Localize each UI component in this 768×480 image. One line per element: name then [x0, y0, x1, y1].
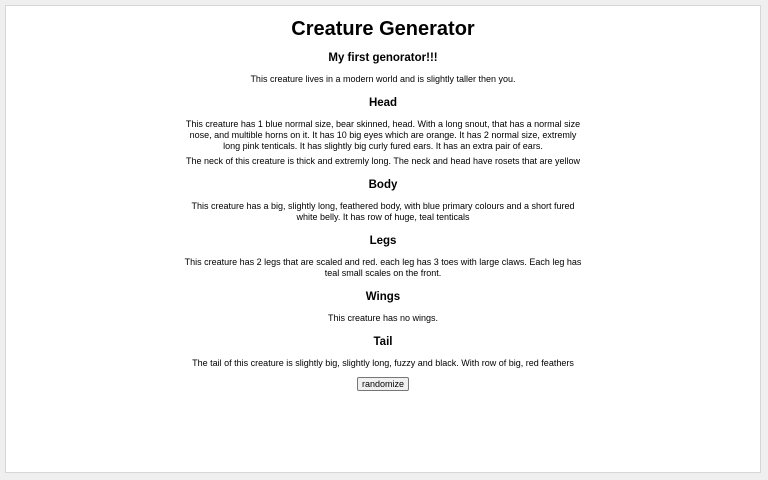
page-subtitle: My first genorator!!!: [328, 52, 438, 64]
wings-heading: Wings: [365, 291, 401, 303]
body-heading: Body: [368, 179, 398, 191]
legs-description: This creature has 2 legs that are scaled and red. each leg has 3 toes with large claws. Each leg has teal small scales on the front.: [184, 257, 582, 278]
intro-text: This creature lives in a modern world and is slightly taller then you.: [250, 74, 516, 84]
neck-description: The neck of this creature is thick and extremly long. The neck and head have rosets that are yellow: [185, 156, 581, 166]
head-description: This creature has 1 blue normal size, bear skinned, head. With a long snout, that has a normal size nose, and multible horns on it. It has 10 big eyes which are orange. It has 2 normal size, extremly long pink tenticals. It has slightly big curly fured ears. It has an extra pair of ears.: [185, 119, 581, 151]
randomize-button[interactable]: randomize: [357, 377, 409, 391]
page-title: Creature Generator: [291, 18, 475, 40]
head-heading: Head: [368, 97, 398, 109]
page-frame: [5, 5, 761, 473]
tail-description: The tail of this creature is slightly big, slightly long, fuzzy and black. With row of big, red feathers: [192, 358, 574, 368]
wings-description: This creature has no wings.: [327, 313, 439, 323]
generator-content: [183, 17, 583, 392]
legs-heading: Legs: [369, 235, 397, 247]
tail-heading: Tail: [373, 336, 393, 348]
body-description: This creature has a big, slightly long, feathered body, with blue primary colours and a short fured white belly. It has row of huge, teal tenticals: [191, 201, 575, 222]
